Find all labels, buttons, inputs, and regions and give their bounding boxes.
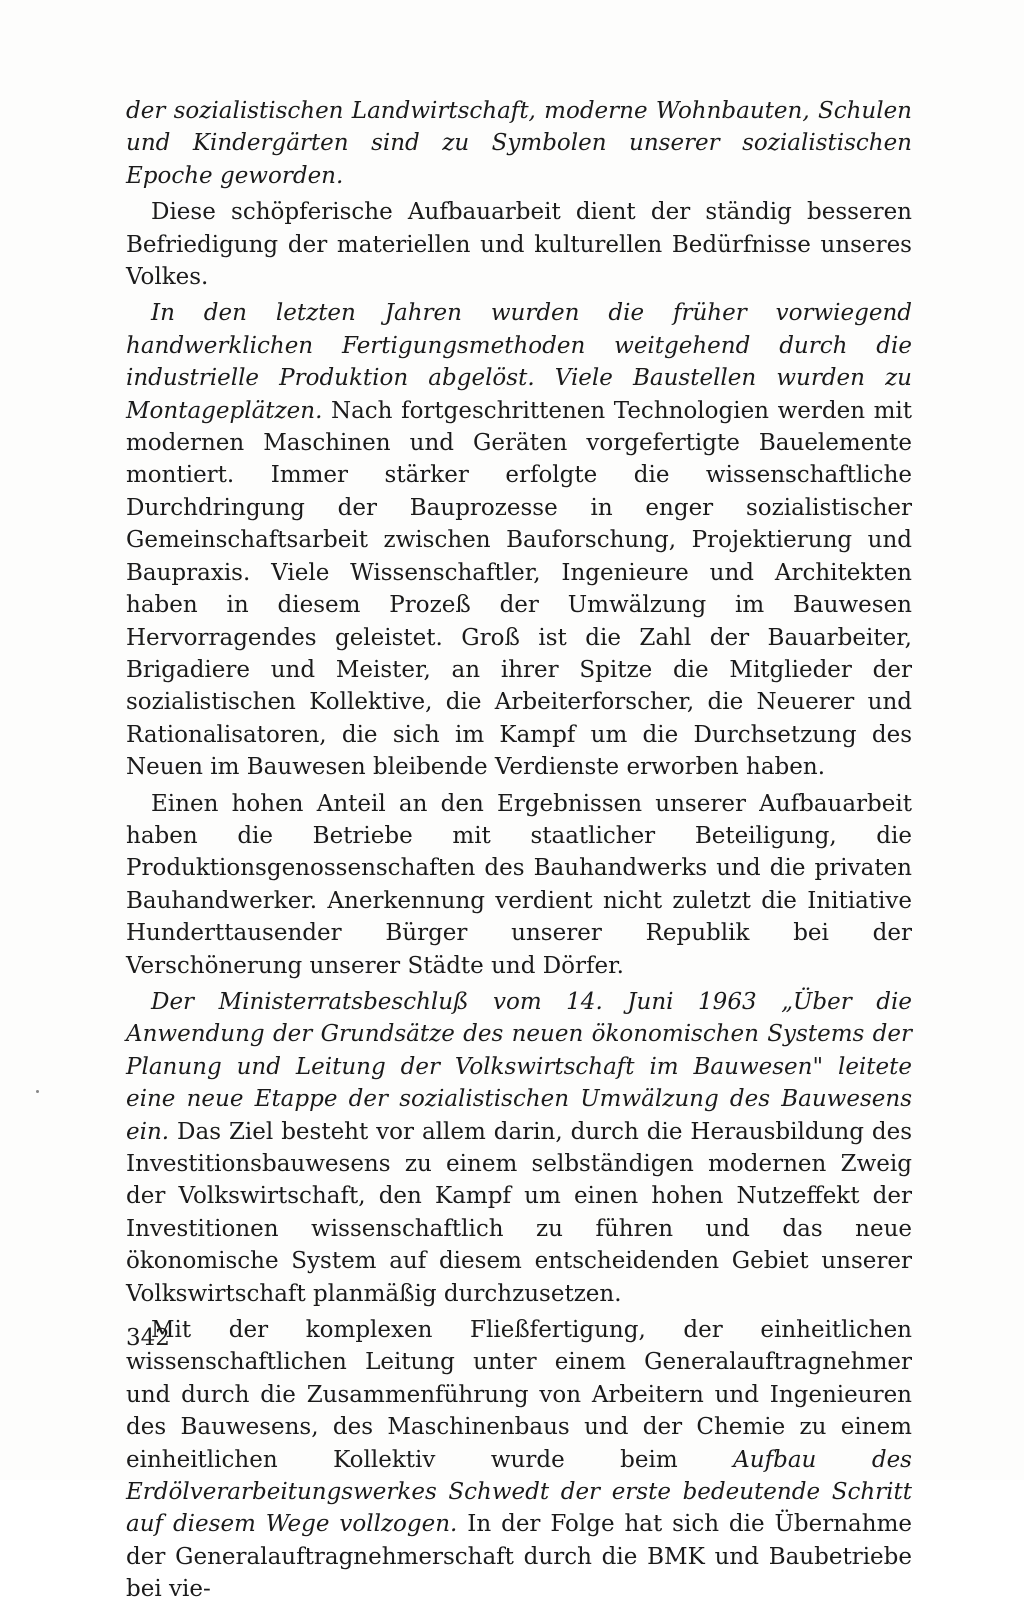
- paragraph-5-run-1: Der Ministerratsbeschluß vom 14. Juni 1963 „Über die Anwendung der Grundsätze des neuen ökonomischen Systems der Planung und Leitung der Volkswirtschaft im Bauwesen" leitete eine neue Etappe der sozialistischen Umwälzung des Bauwesens ein.: [126, 988, 912, 1145]
- page-number: 342: [126, 1325, 170, 1351]
- paragraph-6: [126, 1314, 912, 1606]
- paragraph-5-run-2: Das Ziel besteht vor allem darin, durch die Herausbildung des Investitionsbauwesens zu einem selbständigen modernen Zweig der Volkswirtschaft, den Kampf um einen hohen Nutzeffekt der Investitionen wissenschaftlich zu führen und das neue ökonomische System auf diesem entscheidenden Gebiet unserer Volkswirtschaft planmäßig durchzusetzen.: [126, 1118, 912, 1307]
- paragraph-2: [126, 196, 912, 293]
- paragraph-5: [126, 986, 912, 1310]
- paragraph-4-run-1: Einen hohen Anteil an den Ergebnissen unserer Aufbauarbeit haben die Betriebe mit staatlicher Beteiligung, die Produktionsgenossenschaften des Bauhandwerks und die privaten Bauhandwerker. Anerkennung verdient nicht zuletzt die Initiative Hunderttausender Bürger unserer Republik bei der Verschönerung unserer Städte und Dörfer.: [126, 790, 912, 979]
- paragraph-6-run-3: In der Folge hat sich die Übernahme der Generalauftragnehmerschaft durch die BMK und Baubetriebe bei vie-: [126, 1511, 912, 1603]
- scan-speck: [36, 1090, 39, 1093]
- paragraph-1-run-1: der sozialistischen Landwirtschaft, moderne Wohnbauten, Schulen und Kindergärten sind zu Symbolen unserer sozialistischen Epoche geworden.: [126, 98, 912, 189]
- paragraph-2-run-1: Diese schöpferische Aufbauarbeit dient der ständig besseren Befriedigung der materiellen und kulturellen Bedürfnisse unseres Volkes.: [126, 199, 912, 291]
- paragraph-3-run-1: In den letzten Jahren wurden die früher vorwiegend handwerklichen Fertigungsmethoden weitgehend durch die industrielle Produktion abgelöst. Viele Baustellen wurden zu Montageplätzen.: [126, 300, 912, 424]
- paragraph-3: [126, 297, 912, 783]
- body-text: [126, 95, 912, 1610]
- paragraph-6-run-1: Mit der komplexen Fließfertigung, der einheitlichen wissenschaftlichen Leitung unter einem Generalauftragnehmer und durch die Zusammenführung von Arbeitern und Ingenieuren des Bauwesens, des Maschinenbaus und der Chemie zu einem einheitlichen Kollektiv wurde beim: [126, 1317, 912, 1473]
- paragraph-6-run-2: Aufbau des Erdölverarbeitungswerkes Schwedt der erste bedeutende Schritt auf diesem Wege vollzogen.: [126, 1446, 912, 1538]
- paragraph-1: [126, 95, 912, 192]
- paragraph-3-run-2: Nach fortgeschrittenen Technologien werden mit modernen Maschinen und Geräten vorgefertigte Bauelemente montiert. Immer stärker erfolgte die wissenschaftliche Durchdringung der Bauprozesse in enger sozialistischer Gemeinschaftsarbeit zwischen Bauforschung, Projektierung und Baupraxis. Viele Wissenschaftler, Ingenieure und Architekten haben in diesem Prozeß der Umwälzung im Bauwesen Hervorragendes geleistet. Groß ist die Zahl der Bauarbeiter, Brigadiere und Meister, an ihrer Spitze die Mitglieder der sozialistischen Kollektive, die Arbeiterforscher, die Neuerer und Rationalisatoren, die sich im Kampf um die Durchsetzung des Neuen im Bauwesen bleibende Verdienste erworben haben.: [126, 397, 912, 781]
- paragraph-4: [126, 788, 912, 982]
